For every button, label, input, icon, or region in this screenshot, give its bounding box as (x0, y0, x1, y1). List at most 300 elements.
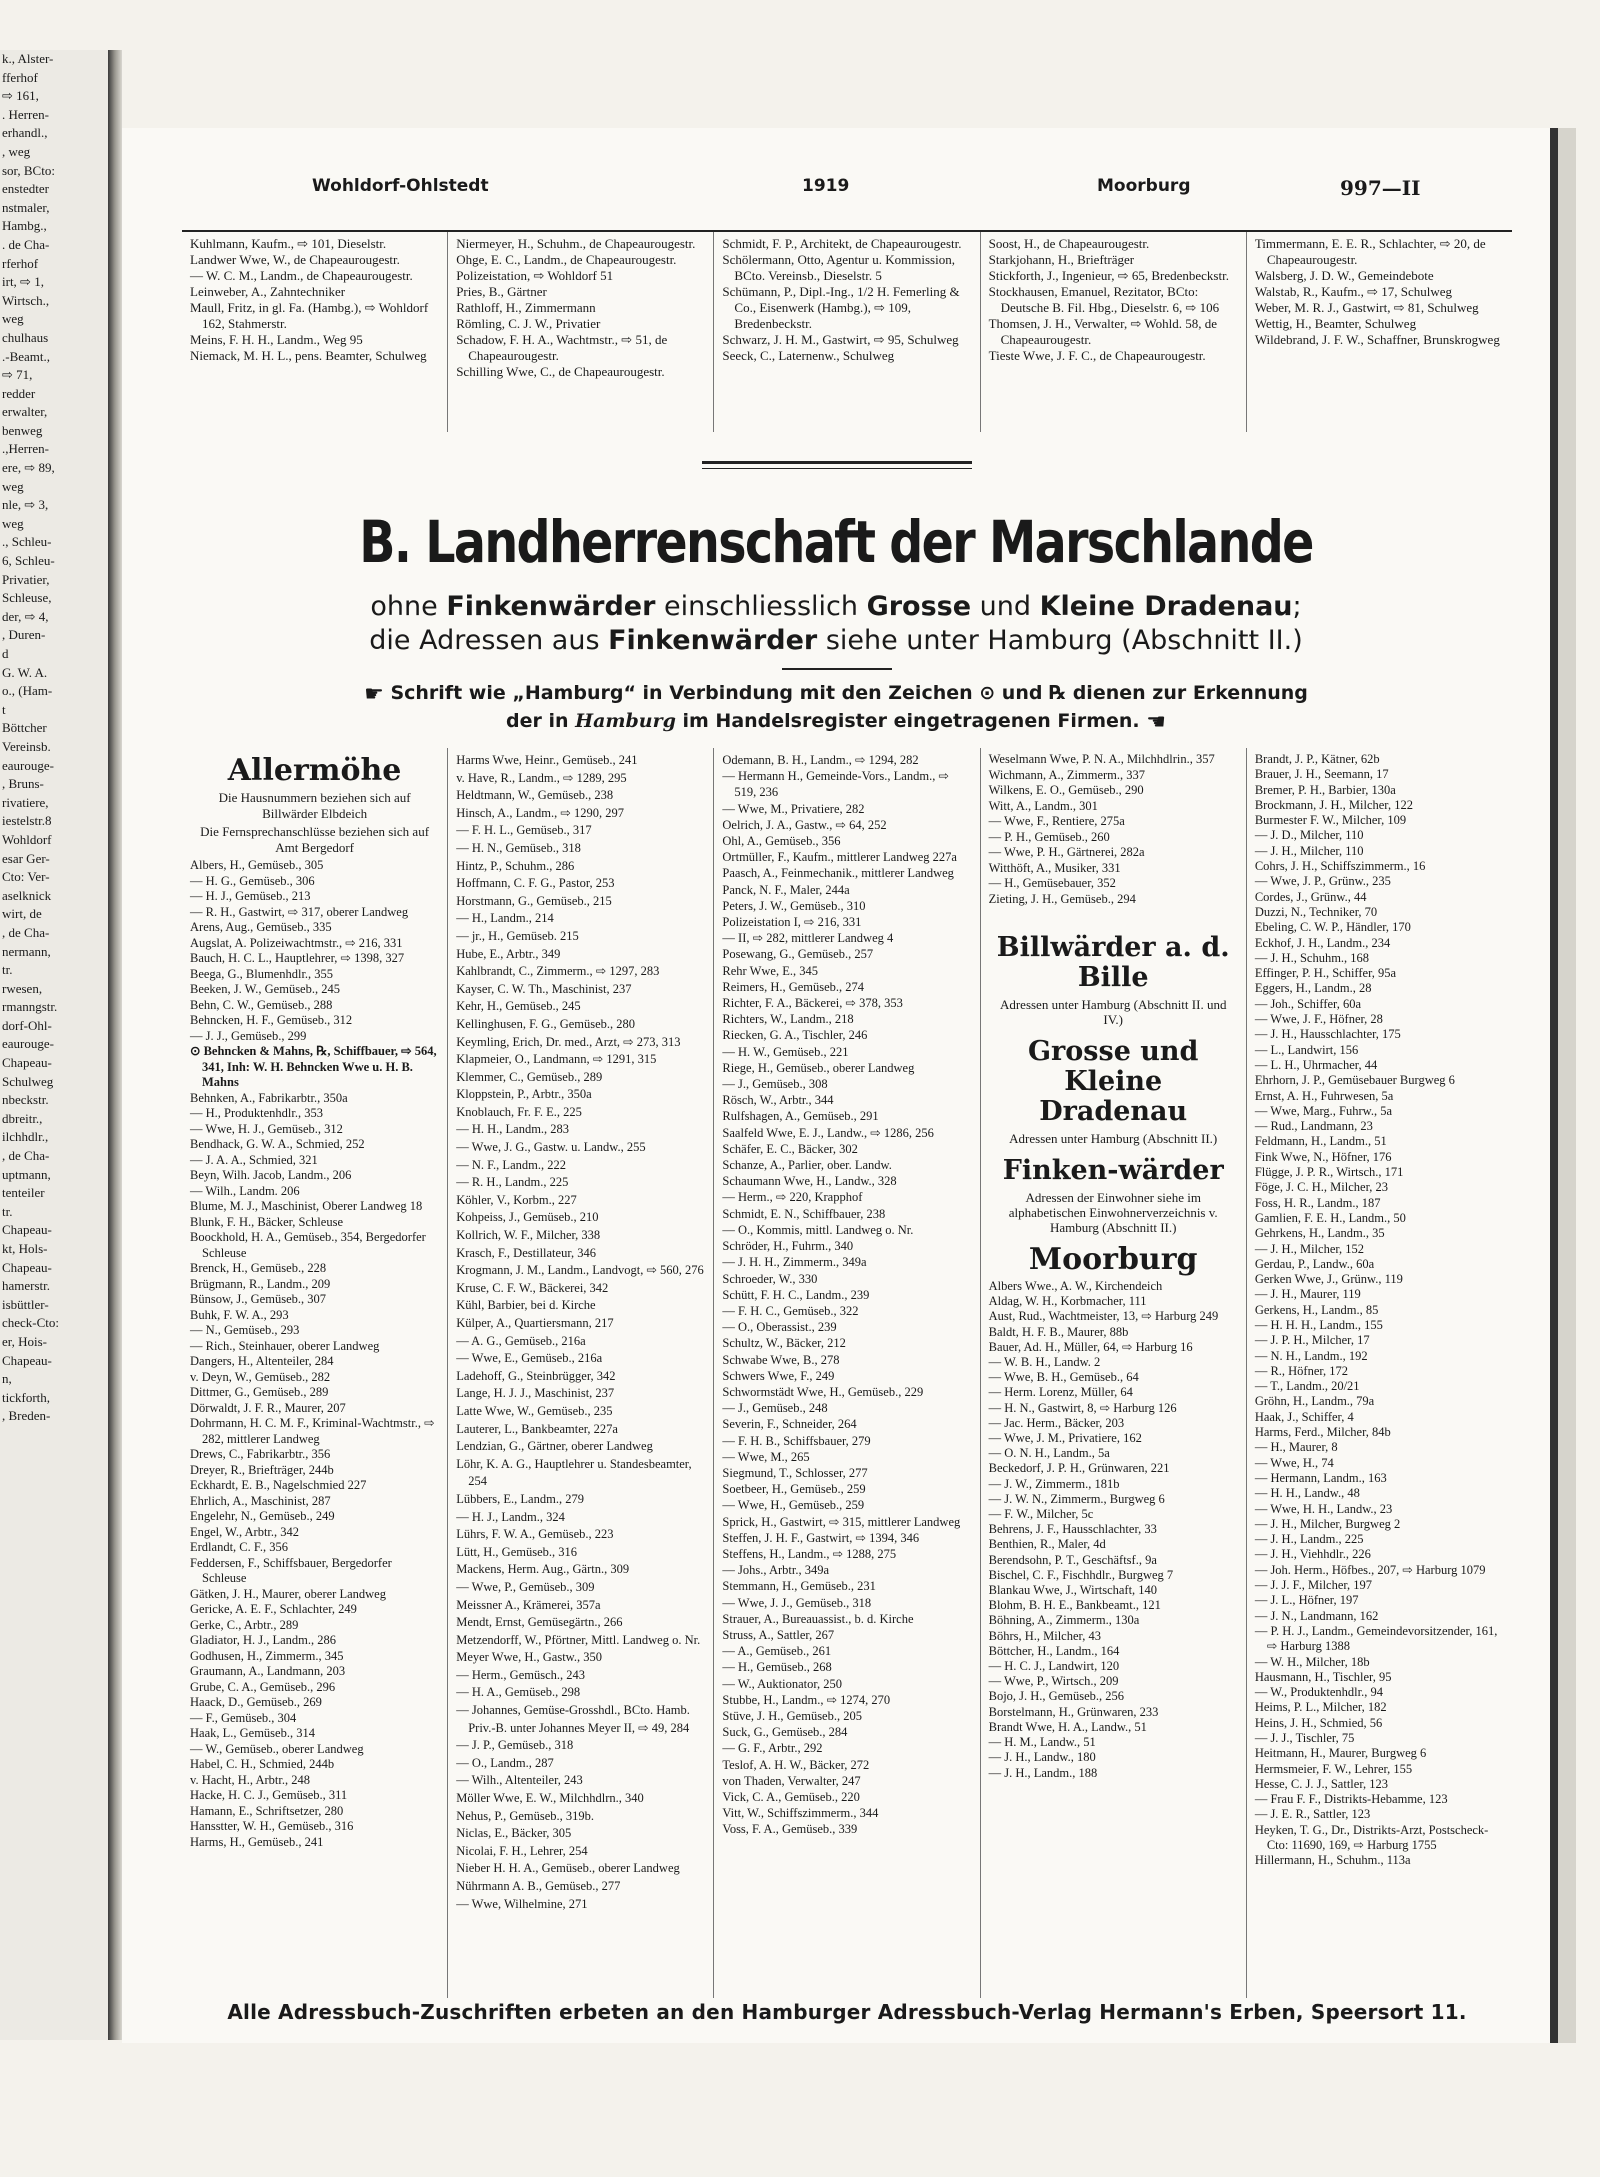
directory-entry: Kuhlmann, Kaufm., ⇨ 101, Dieselstr. (190, 236, 387, 251)
directory-entry: Baldt, H. F. B., Maurer, 88b (988, 1324, 1129, 1339)
book-spine (108, 50, 122, 2040)
directory-entry: Richters, W., Landm., 218 (722, 1012, 854, 1027)
facing-page-line: . Herren- (2, 106, 49, 122)
directory-entry: Boockhold, H. A., Gemüseb., 354, Bergedorfer Schleuse (190, 1230, 426, 1260)
directory-entry: Löhr, K. A. G., Hauptlehrer u. Standesbeamter, 254 (456, 1456, 692, 1489)
directory-entry: Gehrkens, H., Landm., 35 (1254, 1226, 1385, 1241)
facing-page-line: weg (2, 311, 24, 327)
directory-entry: Soetbeer, H., Gemüseb., 259 (722, 1482, 866, 1497)
directory-entry: Buhk, F. W. A., 293 (190, 1307, 289, 1322)
directory-entry: Walstab, R., Kaufm., ⇨ 17, Schulweg (1254, 284, 1453, 299)
facing-page-line: nbeckstr. (2, 1092, 49, 1108)
column-2 (448, 748, 714, 1998)
directory-entry: Ortmüller, F., Kaufm., mittlerer Landweg 227a (722, 850, 957, 865)
directory-entry: Eckhardt, E. B., Nagelschmied 227 (190, 1478, 367, 1492)
directory-entry: — jr., H., Gemüseb. 215 (456, 928, 579, 943)
facing-page-line: t (2, 701, 6, 717)
running-head (122, 176, 1550, 204)
directory-entry: Lendzian, G., Gärtner, oberer Landweg (456, 1439, 653, 1454)
directory-entry: Wichmann, A., Zimmerm., 337 (988, 767, 1146, 782)
directory-entry: Godhusen, H., Zimmerm., 345 (190, 1648, 344, 1663)
directory-entry: — Wwe, H., Gemüseb., 259 (722, 1498, 865, 1513)
directory-entry: — Wwe, J. G., Gastw. u. Landw., 255 (456, 1140, 646, 1155)
directory-entry: Gerken Wwe, J., Grünw., 119 (1254, 1272, 1403, 1287)
directory-entry: Meyer Wwe, H., Gastw., 350 (456, 1650, 603, 1665)
directory-entry: Kehr, H., Gemüseb., 245 (456, 999, 581, 1014)
directory-entry: Zieting, J. H., Gemüseb., 294 (988, 891, 1136, 906)
directory-entry: — H., Maurer, 8 (1254, 1440, 1338, 1455)
directory-entry: — R., Höfner, 172 (1254, 1363, 1349, 1378)
directory-entry: Schmidt, F. P., Architekt, de Chapeaurougestr. (722, 236, 962, 251)
directory-entry: Habel, C. H., Schmied, 244b (190, 1757, 335, 1771)
directory-entry: — O., Landm., 287 (456, 1755, 554, 1770)
facing-page-line: Schleuse, (2, 590, 52, 606)
facing-page-line: nstmaler, (2, 199, 50, 215)
directory-entry: Pries, B., Gärtner (456, 284, 547, 299)
page-edge (1556, 128, 1576, 2043)
directory-entry: Knoblauch, Fr. F. E., 225 (456, 1104, 582, 1119)
facing-page-line: Hambg., (2, 218, 47, 234)
directory-entry: Riege, H., Gemüseb., oberer Landweg (722, 1060, 915, 1075)
directory-entry: — Wwe, M., Privatiere, 282 (722, 801, 865, 816)
directory-entry: Bauer, Ad. H., Müller, 64, ⇨ Harburg 16 (988, 1339, 1193, 1354)
directory-entry: — Johs., Arbtr., 349a (722, 1563, 830, 1578)
directory-entry: — W., Auktionator, 250 (722, 1676, 843, 1691)
facing-page-line: aselknick (2, 887, 52, 903)
directory-entry: Rehr Wwe, E., 345 (722, 963, 818, 978)
directory-entry: — J. H., Maurer, 119 (1254, 1287, 1361, 1302)
directory-entry: — Wwe, E., Gemüseb., 216a (456, 1351, 603, 1366)
directory-entry: — Wilh., Altenteiler, 243 (456, 1773, 583, 1788)
directory-entry: — H. A., Gemüseb., 298 (456, 1685, 581, 1700)
directory-entry: Behrens, J. F., Hausschlachter, 33 (988, 1522, 1157, 1537)
facing-page-line: fferhof (2, 69, 38, 85)
directory-entry: Dreyer, R., Briefträger, 244b (190, 1462, 334, 1477)
directory-entry: — O., Oberassist., 239 (722, 1320, 837, 1335)
directory-entry: Beyn, Wilh. Jacob, Landm., 206 (190, 1168, 352, 1182)
directory-entry: — H. C. J., Landwirt, 120 (988, 1659, 1120, 1674)
directory-entry: Severin, F., Schneider, 264 (722, 1417, 857, 1432)
directory-entry: Heitmann, H., Maurer, Burgweg 6 (1254, 1746, 1427, 1761)
directory-entry: — Wwe, M., 265 (722, 1449, 810, 1464)
facing-page-line: .-Beamt., (2, 348, 51, 364)
directory-entry: Eckhof, J. H., Landm., 234 (1254, 935, 1391, 950)
directory-entry: — J. D., Milcher, 110 (1254, 828, 1364, 843)
facing-page-line: check-Cto: (2, 1315, 60, 1331)
directory-entry: — H. J., Gemüseb., 213 (190, 889, 311, 903)
directory-entry: Drews, C., Fabrikarbtr., 356 (190, 1447, 331, 1461)
directory-entry: — J. W., Zimmerm., 181b (988, 1476, 1120, 1491)
directory-entry: Hinsch, A., Landm., ⇨ 1290, 297 (456, 805, 624, 820)
directory-entry: Blohm, B. H. E., Bankbeamt., 121 (988, 1598, 1161, 1613)
facing-page-line: Chapeau- (2, 1222, 52, 1238)
directory-entry: — O. N. H., Landm., 5a (988, 1446, 1110, 1461)
facing-page-line: Chapeau- (2, 1352, 52, 1368)
directory-entry: — R. H., Landm., 225 (456, 1175, 569, 1190)
facing-page-line: nermann, (2, 943, 51, 959)
directory-entry: Ernst, A. H., Fuhrwesen, 5a (1254, 1088, 1394, 1103)
section-heading-moorburg: Moorburg (1028, 1242, 1198, 1277)
directory-entry: Burmester F. W., Milcher, 109 (1254, 813, 1407, 828)
directory-entry: Schilling Wwe, C., de Chapeaurougestr. (456, 364, 665, 379)
directory-entry: Wilkens, E. O., Gemüseb., 290 (988, 783, 1144, 797)
directory-entry: Rathloff, H., Zimmermann (456, 300, 596, 315)
directory-entry: — N., Gemüseb., 293 (190, 1323, 300, 1337)
directory-entry: Keymling, Erich, Dr. med., Arzt, ⇨ 273, 313 (456, 1034, 681, 1049)
directory-entry: Behn, C. W., Gemüseb., 288 (190, 997, 333, 1012)
directory-entry: Suck, G., Gemüseb., 284 (722, 1725, 848, 1740)
directory-entry: — F. H. B., Schiffsbauer, 279 (722, 1433, 871, 1448)
pointing-hand-left-icon: ☚ (1146, 710, 1166, 735)
directory-entry: — Frau F. F., Distrikts-Hebamme, 123 (1254, 1792, 1448, 1807)
facing-page-line: o., (Ham- (2, 683, 53, 699)
facing-page-line: er, Hois- (2, 1333, 47, 1349)
directory-entry: Schwormstädt Wwe, H., Gemüseb., 229 (722, 1384, 924, 1399)
directory-entry: Bendhack, G. W. A., Schmied, 252 (190, 1137, 365, 1151)
directory-entry: — H. H. H., Landm., 155 (1254, 1317, 1383, 1332)
directory-entry: — J. J., Gemüseb., 299 (190, 1028, 307, 1043)
directory-entry: — Hermann H., Gemeinde-Vors., Landm., ⇨ 519, 236 (722, 769, 949, 800)
directory-entry: Gerdau, P., Landw., 60a (1254, 1256, 1375, 1271)
directory-entry: Brügmann, R., Landm., 209 (190, 1276, 331, 1291)
directory-entry: Weber, M. R. J., Gastwirt, ⇨ 81, Schulweg (1254, 300, 1479, 315)
directory-entry: — H. N., Gemüseb., 318 (456, 840, 581, 855)
directory-entry: — Rud., Landmann, 23 (1254, 1119, 1373, 1134)
facing-page-line: kt, Hols- (2, 1241, 48, 1256)
column-5 (1247, 748, 1512, 1998)
directory-entry: Kayser, C. W. Th., Maschinist, 237 (456, 981, 632, 996)
directory-entry: Hesse, C. J. J., Sattler, 123 (1254, 1776, 1388, 1791)
directory-entry: Stemmann, H., Gemüseb., 231 (722, 1579, 876, 1594)
directory-entry: Böhning, A., Zimmerm., 130a (988, 1613, 1140, 1628)
directory-entry: Panck, N. F., Maler, 244a (722, 882, 850, 897)
directory-entry: Hoffmann, C. F. G., Pastor, 253 (456, 876, 615, 891)
directory-entry: Dangers, H., Altenteiler, 284 (190, 1354, 334, 1368)
directory-entry: Landwer Wwe, W., de Chapeaurougestr. (190, 252, 400, 267)
facing-page-line: ⇨ 71, (2, 367, 33, 383)
directory-entry: Lübbers, E., Landm., 279 (456, 1491, 584, 1506)
directory-entry: Niermeyer, H., Schuhm., de Chapeaurougestr. (456, 236, 696, 251)
directory-entry: Hintz, P., Schuhm., 286 (456, 858, 575, 873)
directory-entry: Foss, H. R., Landm., 187 (1254, 1195, 1381, 1210)
directory-entry: Gamlien, F. E. H., Landm., 50 (1254, 1210, 1406, 1225)
directory-entry: — Wwe, P. H., Gärtnerei, 282a (988, 845, 1145, 859)
directory-entry: Wettig, H., Beamter, Schulweg (1254, 316, 1417, 331)
directory-entry: Seeck, C., Laternenw., Schulweg (722, 348, 895, 363)
facing-page-line: , Duren- (2, 627, 46, 643)
facing-page-line: tickforth, (2, 1389, 51, 1405)
directory-entry: Aust, Rud., Wachtmeister, 13, ⇨ Harburg 249 (988, 1309, 1219, 1324)
directory-entry: — G. F., Arbtr., 292 (722, 1741, 823, 1756)
facing-page-line: dbreitr., (2, 1110, 43, 1126)
main-entries-columns (182, 748, 1512, 1998)
facing-page-line: der, ⇨ 4, (2, 608, 49, 624)
directory-entry: Haak, J., Schiffer, 4 (1254, 1409, 1354, 1424)
running-head-right: Moorburg (1097, 176, 1191, 196)
facing-page-line: Wirtsch., (2, 292, 50, 308)
directory-entry: Blunk, F. H., Bäcker, Schleuse (190, 1214, 343, 1229)
facing-page-line: Schulweg (2, 1073, 54, 1089)
directory-entry: Ohge, E. C., Landm., de Chapeaurougestr. (456, 252, 677, 267)
directory-entry: — L. H., Uhrmacher, 44 (1254, 1057, 1378, 1072)
directory-entry: — F. W., Milcher, 5c (988, 1507, 1094, 1522)
directory-entry: Bünsow, J., Gemüseb., 307 (190, 1292, 326, 1306)
directory-entry: Blume, M. J., Maschinist, Oberer Landweg 18 (190, 1199, 423, 1213)
directory-entry: — J. A. A., Schmied, 321 (190, 1152, 318, 1167)
directory-entry: ⊙ Behncken & Mahns, ℞, Schiffbauer, ⇨ 564, 341, Inh: W. H. Behncken Wwe u. H. B. Mahns (190, 1044, 437, 1089)
facing-page-line: eaurouge- (2, 757, 54, 773)
directory-entry: Mendt, Ernst, Gemüsegärtn., 266 (456, 1615, 623, 1630)
directory-entry: — J. H., Landm., 225 (1254, 1532, 1364, 1547)
subtitle-line-2: die Adressen aus Finkenwärder siehe unter Hamburg (Abschnitt II.) (369, 625, 1303, 656)
directory-entry: Brandt, J. P., Kätner, 62b (1254, 752, 1380, 766)
directory-entry: Horstmann, G., Gemüseb., 215 (456, 893, 612, 908)
pointing-hand-right-icon: ☛ (364, 682, 384, 707)
top-entries-columns (182, 230, 1512, 432)
top-column (448, 232, 714, 432)
directory-entry: — W. C. M., Landm., de Chapeaurougestr. (190, 268, 413, 283)
facing-page-line: redder (2, 385, 36, 401)
directory-entry: Krasch, F., Destillateur, 346 (456, 1245, 596, 1260)
section-note-dradenau: Adressen unter Hamburg (Abschnitt II.) (1009, 1131, 1218, 1146)
directory-entry: Brockmann, J. H., Milcher, 122 (1254, 797, 1413, 812)
directory-entry: — T., Landm., 20/21 (1254, 1379, 1360, 1394)
directory-entry: Fink Wwe, N., Höfner, 176 (1254, 1149, 1392, 1164)
facing-page-line: wirt, de (2, 906, 42, 922)
directory-entry: Grube, C. A., Gemüseb., 296 (190, 1679, 336, 1694)
short-rule (782, 668, 892, 670)
directory-entry: — Wwe, Marg., Fuhrw., 5a (1254, 1103, 1393, 1118)
directory-entry: Duzzi, N., Techniker, 70 (1254, 904, 1378, 919)
directory-entry: Nieber H. H. A., Gemüseb., oberer Landweg (456, 1861, 680, 1876)
directory-entry: — J. P. H., Milcher, 17 (1254, 1333, 1370, 1348)
directory-entry: — W., Gemüseb., oberer Landweg (190, 1741, 364, 1756)
directory-entry: Römling, C. J. W., Privatier (456, 316, 601, 331)
directory-entry: — J. H., Milcher, 152 (1254, 1241, 1365, 1256)
directory-entry: — J. J. F., Milcher, 197 (1254, 1578, 1373, 1593)
directory-entry: Meissner A., Krämerei, 357a (456, 1597, 601, 1612)
directory-entry: Behncken, H. F., Gemüseb., 312 (190, 1013, 353, 1027)
directory-entry: — Herm. Lorenz, Müller, 64 (988, 1385, 1133, 1400)
directory-entry: — J. H., Milcher, 110 (1254, 843, 1364, 858)
directory-entry: Schmidt, E. N., Schiffbauer, 238 (722, 1206, 886, 1221)
directory-entry: Albers, H., Gemüseb., 305 (190, 858, 324, 872)
directory-entry: Polizeistation I, ⇨ 216, 331 (722, 915, 862, 930)
directory-entry: — Hermann, Landm., 163 (1254, 1470, 1387, 1485)
facing-page-line: weg (2, 478, 24, 494)
directory-entry: Lauterer, L., Bankbeamter, 227a (456, 1421, 618, 1436)
directory-entry: Weselmann Wwe, P. N. A., Milchhdlrin., 357 (988, 752, 1215, 766)
directory-entry: Cohrs, J. H., Schiffszimmerm., 16 (1254, 859, 1426, 874)
directory-entry: Timmermann, E. E. R., Schlachter, ⇨ 20, de Chapeaurougestr. (1254, 236, 1486, 267)
directory-entry: Thomsen, J. H., Verwalter, ⇨ Wohld. 58, de Chapeaurougestr. (988, 316, 1217, 347)
divider-rule (702, 461, 972, 464)
directory-entry: Brenck, H., Gemüseb., 228 (190, 1261, 327, 1275)
directory-entry: — J. N., Landmann, 162 (1254, 1608, 1379, 1623)
directory-entry: Steffen, J. H. F., Gastwirt, ⇨ 1394, 346 (722, 1530, 920, 1545)
directory-entry: Rulfshagen, A., Gemüseb., 291 (722, 1109, 879, 1124)
facing-page-line: 6, Schleu- (2, 553, 55, 569)
directory-entry: — P. H. J., Landm., Gemeindevorsitzender, 161, ⇨ Harburg 1388 (1254, 1623, 1498, 1654)
directory-entry: Hacke, H. C. J., Gemüseb., 311 (190, 1788, 348, 1802)
directory-entry: Heims, P. L., Milcher, 182 (1254, 1700, 1387, 1715)
directory-entry: — J., Gemüseb., 308 (722, 1077, 828, 1092)
directory-entry: Schütt, F. H. C., Landm., 239 (722, 1287, 870, 1302)
directory-entry: Nehus, P., Gemüseb., 319b. (456, 1808, 595, 1823)
running-head-left: Wohldorf-Ohlstedt (312, 176, 489, 196)
directory-entry: Schröder, H., Fuhrm., 340 (722, 1239, 854, 1254)
directory-entry: Kühl, Barbier, bei d. Kirche (456, 1298, 596, 1313)
directory-entry: — J. H., Schuhm., 168 (1254, 950, 1370, 965)
directory-entry: Schultz, W., Bäcker, 212 (722, 1336, 846, 1351)
directory-entry: Hausmann, H., Tischler, 95 (1254, 1669, 1392, 1684)
facing-page-line: .,Herren- (2, 441, 49, 457)
facing-page-line: benweg (2, 422, 43, 438)
directory-entry: Albers Wwe., A. W., Kirchendeich (988, 1279, 1163, 1293)
directory-entry: Polizeistation, ⇨ Wohldorf 51 (456, 268, 614, 283)
divider-rule-thin (702, 468, 972, 469)
directory-entry: Schümann, P., Dipl.-Ing., 1/2 H. Femerling & Co., Eisenwerk (Hambg.), ⇨ 109, Bredenbeckstr. (722, 284, 960, 331)
facing-page-line: rwesen, (2, 980, 43, 996)
directory-entry: Ladehoff, G., Steinbrügger, 342 (456, 1368, 616, 1383)
directory-entry: Stockhausen, Emanuel, Rezitator, BCto: Deutsche B. Fil. Hbg., Dieselstr. 6, ⇨ 106 (988, 284, 1220, 315)
directory-entry: Hube, E., Arbtr., 349 (456, 946, 561, 961)
facing-page-line: , weg (2, 143, 31, 159)
directory-entry: — N. H., Landm., 192 (1254, 1348, 1368, 1363)
directory-entry: — W. H., Milcher, 18b (1254, 1654, 1370, 1669)
directory-entry: Niclas, E., Bäcker, 305 (456, 1826, 572, 1841)
directory-entry: Gerke, C., Arbtr., 289 (190, 1617, 299, 1632)
directory-entry: Schanze, A., Parlier, ober. Landw. (722, 1158, 892, 1173)
facing-page-line: weg (2, 515, 24, 531)
directory-entry: Paasch, A., Feinmechanik., mittlerer Landweg (722, 866, 954, 881)
directory-entry: Gerkens, H., Landm., 85 (1254, 1302, 1379, 1317)
directory-entry: Krogmann, J. M., Landm., Landvogt, ⇨ 560, 276 (456, 1263, 704, 1278)
directory-entry: Arens, Aug., Gemüseb., 335 (190, 920, 332, 934)
directory-entry: Schölermann, Otto, Agentur u. Kommission, BCto. Vereinsb., Dieselstr. 5 (722, 252, 955, 283)
directory-entry: — O., Kommis, mittl. Landweg o. Nr. (722, 1222, 914, 1237)
notice-line-2: der in Hamburg im Handelsregister eingetragenen Firmen. ☚ (505, 710, 1166, 735)
directory-entry: Mackens, Herm. Aug., Gärtn., 309 (456, 1562, 630, 1577)
facing-page-line: , de Cha- (2, 924, 50, 940)
facing-page-line: eaurouge- (2, 1036, 54, 1052)
directory-entry: Schäfer, E. C., Bäcker, 302 (722, 1141, 858, 1156)
facing-page-line: , Bruns- (2, 776, 44, 792)
directory-entry: — R. H., Gastwirt, ⇨ 317, oberer Landweg (190, 904, 409, 919)
directory-entry: Peters, J. W., Gemüseb., 310 (722, 898, 866, 913)
directory-entry: Bischel, C. F., Fischhdlr., Burgweg 7 (988, 1567, 1174, 1582)
section-intro-note: Die Hausnummern beziehen sich auf Billwärder Elbdeich (218, 790, 411, 821)
directory-entry: — J. J., Tischler, 75 (1254, 1731, 1355, 1745)
directory-entry: — L., Landwirt, 156 (1254, 1042, 1359, 1057)
directory-entry: — H. H., Landw., 48 (1254, 1486, 1360, 1501)
top-column (182, 232, 448, 432)
directory-entry: Stüve, J. H., Gemüseb., 205 (722, 1708, 862, 1723)
directory-entry: — J. P., Gemüseb., 318 (456, 1738, 574, 1753)
directory-entry: — II, ⇨ 282, mittlerer Landweg 4 (722, 931, 894, 946)
facing-page-line: d (2, 646, 9, 661)
facing-page-line: . de Cha- (2, 236, 50, 252)
column-3 (714, 748, 980, 1998)
directory-entry: Beckedorf, J. P. H., Grünwaren, 221 (988, 1461, 1170, 1476)
directory-entry: — H. N., Gastwirt, 8, ⇨ Harburg 126 (988, 1400, 1177, 1415)
directory-entry: — F. H. L., Gemüseb., 317 (456, 823, 592, 838)
facing-page-line: irt, ⇨ 1, (2, 274, 44, 290)
directory-entry: — H., Landm., 214 (456, 911, 554, 926)
directory-entry: Böhrs, H., Milcher, 43 (988, 1628, 1101, 1643)
directory-entry: Vitt, W., Schiffszimmerm., 344 (722, 1806, 879, 1821)
directory-entry: Strauer, A., Bureauassist., b. d. Kirche (722, 1611, 914, 1626)
top-column (1247, 232, 1512, 432)
subtitle-line-1: ohne Finkenwärder einschliesslich Grosse und Kleine Dradenau; (370, 591, 1302, 622)
directory-entry: Bauch, H. C. L., Hauptlehrer, ⇨ 1398, 327 (190, 951, 405, 965)
directory-entry: Lange, H. J. J., Maschinist, 237 (456, 1386, 615, 1401)
directory-entry: Erdlandt, C. F., 356 (190, 1540, 288, 1554)
facing-page-line: dorf-Ohl- (2, 1017, 52, 1033)
directory-entry: Reimers, H., Gemüseb., 274 (722, 979, 865, 994)
facing-page-line: k., Alster- (2, 51, 54, 66)
directory-entry: Bojo, J. H., Gemüseb., 256 (988, 1689, 1125, 1704)
directory-entry: Gätken, J. H., Maurer, oberer Landweg (190, 1586, 386, 1601)
directory-entry: Gladiator, H. J., Landm., 286 (190, 1633, 337, 1647)
directory-entry: Oelrich, J. A., Gastw., ⇨ 64, 252 (722, 817, 887, 832)
facing-page-line: uptmann, (2, 1166, 51, 1182)
facing-page-line: sor, BCto: (2, 162, 55, 178)
directory-entry: — Wwe, P., Wirtsch., 209 (988, 1674, 1119, 1689)
directory-entry: Kruse, C. F. W., Bäckerei, 342 (456, 1280, 609, 1295)
directory-entry: — Johannes, Gemüse-Grosshdl., BCto. Hamb. Priv.-B. unter Johannes Meyer II, ⇨ 49, 284 (456, 1703, 690, 1735)
directory-entry: Hansstter, W. H., Gemüseb., 316 (190, 1819, 354, 1833)
facing-page-line: ., Schleu- (2, 534, 52, 550)
directory-entry: Metzendorff, W., Pförtner, Mittl. Landweg o. Nr. (456, 1632, 701, 1647)
directory-entry: Böttcher, H., Landm., 164 (988, 1643, 1120, 1658)
directory-entry: v. Hacht, H., Arbtr., 248 (190, 1772, 311, 1787)
directory-entry: Dörwaldt, J. F. R., Maurer, 207 (190, 1400, 346, 1415)
directory-entry: — A. G., Gemüseb., 216a (456, 1333, 586, 1348)
directory-entry: — F., Gemüseb., 304 (190, 1710, 297, 1725)
facing-page-line: hamerstr. (2, 1278, 51, 1294)
directory-entry: Haack, D., Gemüseb., 269 (190, 1695, 322, 1709)
directory-entry: — Wwe, F., Rentiere, 275a (988, 814, 1125, 828)
directory-entry: — N. F., Landm., 222 (456, 1157, 566, 1172)
directory-entry: Graumann, A., Landmann, 203 (190, 1664, 346, 1678)
section-heading-finkenwaerder: Finken-wärder (1002, 1155, 1224, 1186)
directory-entry: — J. W. N., Zimmerm., Burgweg 6 (988, 1491, 1165, 1506)
directory-entry: — H. W., Gemüseb., 221 (722, 1044, 849, 1059)
directory-entry: Föge, J. C. H., Milcher, 23 (1254, 1180, 1388, 1195)
directory-entry: — Rich., Steinhauer, oberer Landweg (190, 1338, 380, 1353)
facing-page-line: Cto: Ver- (2, 869, 50, 885)
facing-page-line: tr. (2, 1203, 13, 1219)
directory-entry: Heins, J. H., Schmied, 56 (1254, 1715, 1383, 1730)
facing-page-line: Privatier, (2, 571, 50, 587)
directory-entry: — J. H., Landm., 188 (988, 1765, 1098, 1780)
directory-entry: Witt, A., Landm., 301 (988, 798, 1098, 813)
facing-page-line: enstedter (2, 181, 49, 197)
directory-entry: — Wwe, H., 74 (1254, 1455, 1334, 1470)
directory-entry: Brauer, J. H., Seemann, 17 (1254, 767, 1389, 782)
facing-page-line: ere, ⇨ 89, (2, 460, 55, 476)
directory-entry: Feldmann, H., Landm., 51 (1254, 1134, 1387, 1149)
directory-entry: Saalfeld Wwe, E. J., Landw., ⇨ 1286, 256 (722, 1125, 934, 1140)
directory-entry: — Herm., ⇨ 220, Krapphof (722, 1190, 863, 1205)
directory-entry: — Wwe, J. J., Gemüseb., 318 (722, 1595, 872, 1610)
section-note-finkenwaerder: Adressen der Einwohner siehe im alphabetischen Einwohnerverzeichnis v. Hamburg (Abschnitt II.) (1008, 1190, 1218, 1235)
directory-entry: Struss, A., Sattler, 267 (722, 1627, 835, 1642)
section-heading-dradenau: Grosse und Kleine Dradenau (1028, 1036, 1199, 1127)
notice-line-1: ☛ Schrift wie „Hamburg“ in Verbindung mit den Zeichen ⊙ und ℞ dienen zur Erkennung (364, 682, 1308, 707)
directory-entry: Gröhn, H., Landm., 79a (1254, 1394, 1375, 1409)
